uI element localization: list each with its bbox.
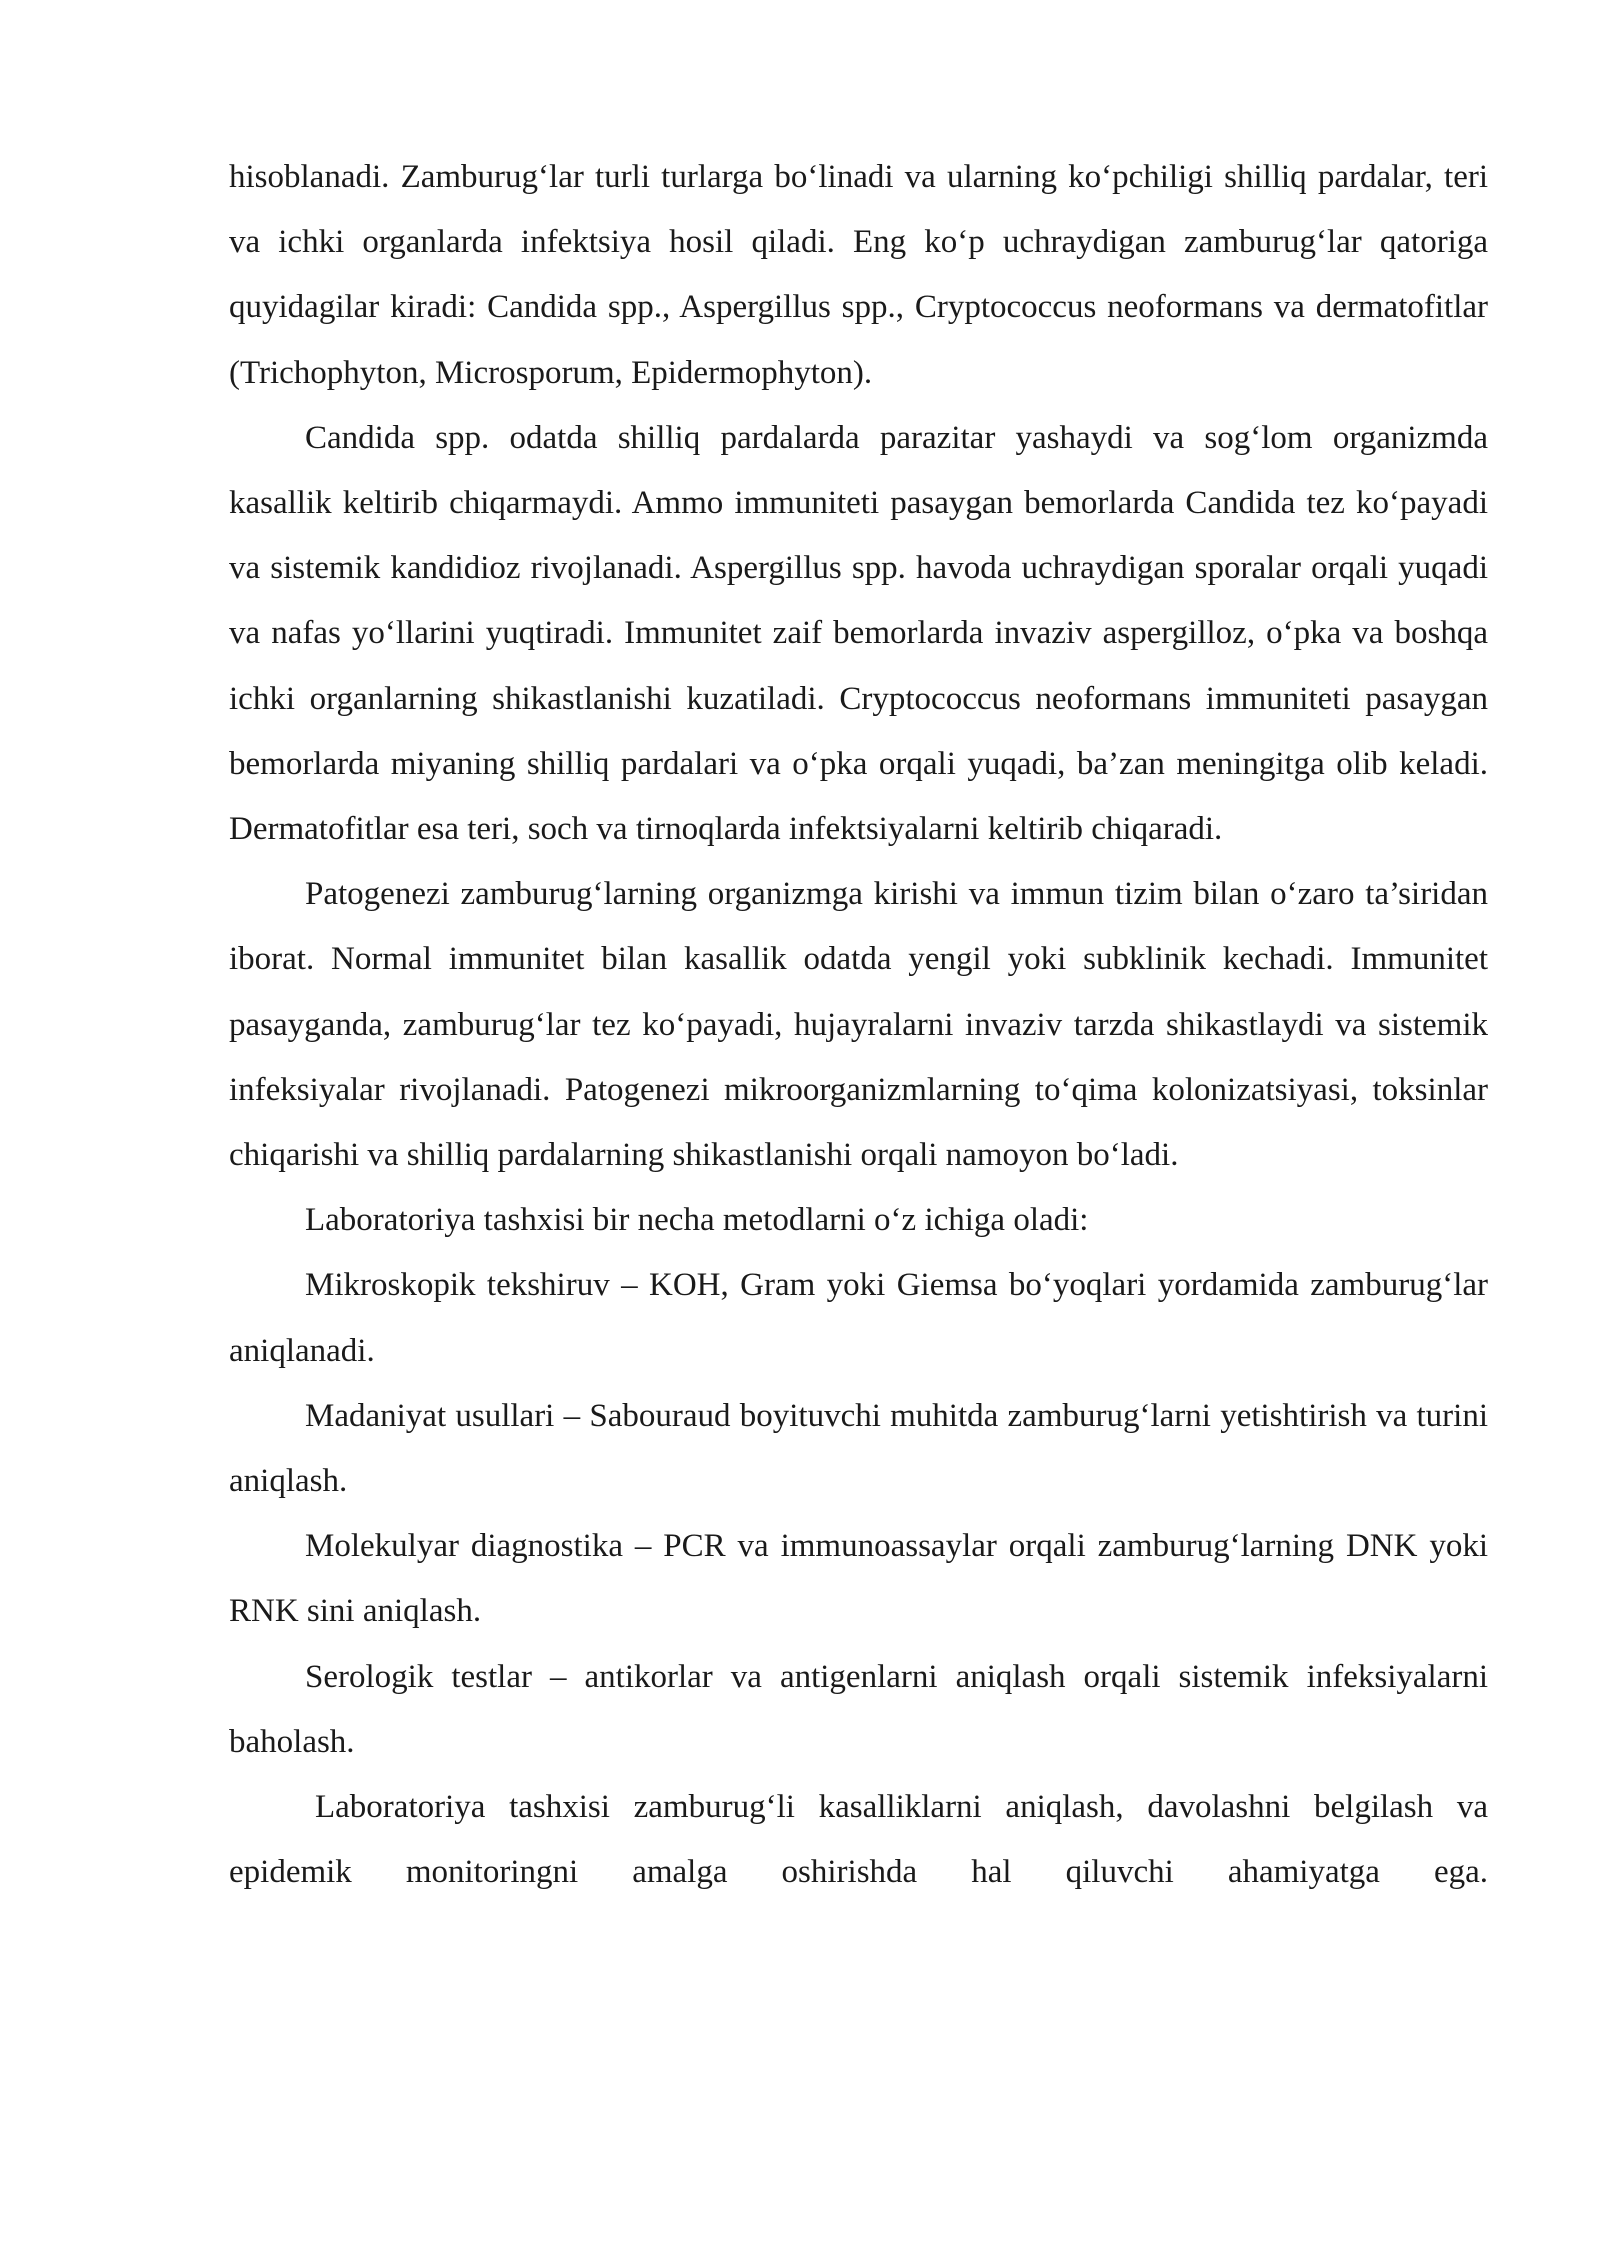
paragraph-fungi-types: hisoblanadi. Zamburug‘lar turli turlarga bo‘linadi va ularning ko‘pchiligi shilliq pardalar, teri va ichki organlarda infektsiya hosil qiladi. Eng ko‘p uchraydigan zamburug‘lar qatoriga quyidagilar kiradi: Candida spp., Aspergillus spp., Cryptococcus neoformans va dermatofitlar (Trichophyton, Microsporum, Epidermophyton).	[229, 159, 1488, 391]
paragraph-pathogenesis: Patogenezi zamburug‘larning organizmga kirishi va immun tizim bilan o‘zaro ta’siridan iborat. Normal immunitet bilan kasallik odatda yengil yoki subklinik kechadi. Immunitet pasayganda, zamburug‘lar tez ko‘payadi, hujayralarni invaziv tarzda shikastlaydi va sistemik infeksiyalar rivojlanadi. Patogenezi mikroorganizmlarning to‘qima kolonizatsiyasi, toksinlar chiqarishi va shilliq pardalarning shikastlanishi orqali namoyon bo‘ladi.	[229, 876, 1488, 1174]
paragraph-microscopy: Mikroskopik tekshiruv – KOH, Gram yoki Giemsa bo‘yoqlari yordamida zamburug‘lar aniqlanadi.	[229, 1267, 1488, 1369]
paragraph-molecular-diagnostics: Molekulyar diagnostika – PCR va immunoassaylar orqali zamburug‘larning DNK yoki RNK sini aniqlash.	[229, 1528, 1488, 1630]
document-body	[229, 145, 1488, 1905]
paragraph-serology: Serologik testlar – antikorlar va antigenlarni aniqlash orqali sistemik infeksiyalarni baholash.	[229, 1658, 1488, 1760]
paragraph-lab-diagnosis-intro: Laboratoriya tashxisi bir necha metodlarni o‘z ichiga oladi:	[305, 1202, 1089, 1239]
paragraph-species-description: Candida spp. odatda shilliq pardalarda parazitar yashaydi va sog‘lom organizmda kasallik keltirib chiqarmaydi. Ammo immuniteti pasaygan bemorlarda Candida tez ko‘payadi va sistemik kandidioz rivojlanadi. Aspergillus spp. havoda uchraydigan sporalar orqali yuqadi va nafas yo‘llarini yuqtiradi. Immunitet zaif bemorlarda invaziv aspergilloz, o‘pka va boshqa ichki organlarning shikastlanishi kuzatiladi. Cryptococcus neoformans immuniteti pasaygan bemorlarda miyaning shilliq pardalari va o‘pka orqali yuqadi, ba’zan meningitga olib keladi. Dermatofitlar esa teri, soch va tirnoqlarda infektsiyalarni keltirib chiqaradi.	[229, 419, 1488, 848]
paragraph-culture-methods: Madaniyat usullari – Sabouraud boyituvchi muhitda zamburug‘larni yetishtirish va turini aniqlash.	[229, 1397, 1488, 1500]
paragraph-lab-diagnosis-importance: Laboratoriya tashxisi zamburug‘li kasalliklarni aniqlash, davolashni belgilash va epidemik monitoringni amalga oshirishda hal qiluvchi ahamiyatga ega.	[229, 1789, 1488, 1891]
